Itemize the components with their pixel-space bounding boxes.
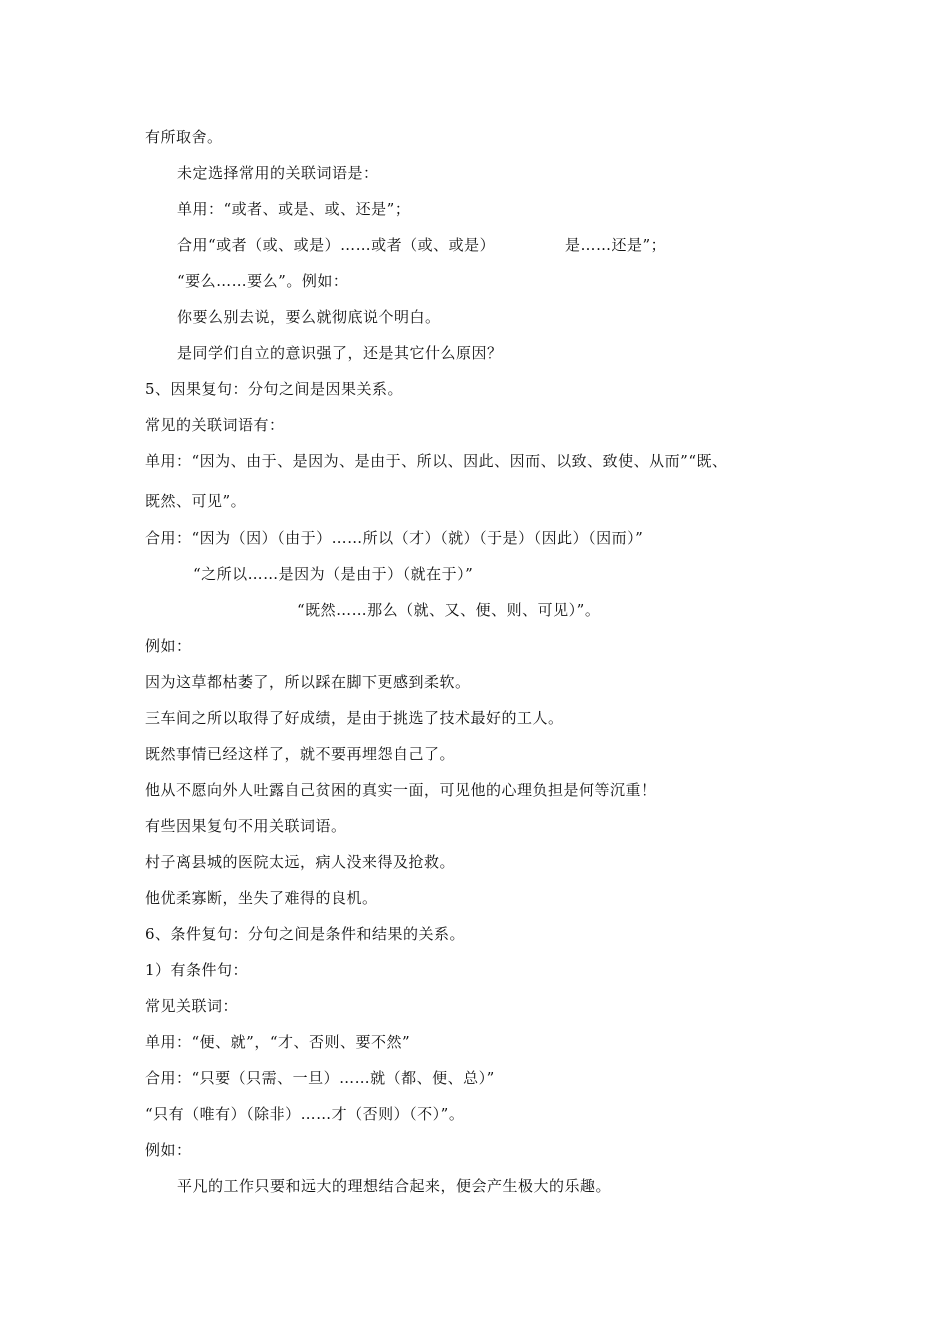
- text-line: 单用：“因为、由于、是因为、是由于、所以、因此、因而、以致、致使、从而”“既、: [145, 452, 728, 470]
- text-line: 例如：: [145, 637, 192, 655]
- text-line: 他优柔寡断，坐失了难得的良机。: [145, 889, 378, 907]
- text-line: 既然、可见”。: [145, 492, 247, 510]
- text-line: 合用：“只要（只需、一旦）……就（都、便、总）”: [145, 1069, 495, 1087]
- text-line: 三车间之所以取得了好成绩，是由于挑选了技术最好的工人。: [145, 709, 564, 727]
- text-line: 平凡的工作只要和远大的理想结合起来，便会产生极大的乐趣。: [177, 1177, 612, 1195]
- text-line: 既然事情已经这样了，就不要再埋怨自己了。: [145, 745, 456, 763]
- section-heading: 6、条件复句：分句之间是条件和结果的关系。: [145, 925, 466, 943]
- text-line: 你要么别去说，要么就彻底说个明白。: [177, 308, 441, 326]
- text-line: 有些因果复句不用关联词语。: [145, 817, 347, 835]
- text-line: “要么……要么”。例如：: [177, 272, 349, 290]
- text-line: “只有（唯有）（除非）……才（否则）（不）”。: [145, 1105, 465, 1123]
- section-heading: 5、因果复句：分句之间是因果关系。: [145, 380, 404, 398]
- text-line: 常见关联词：: [145, 997, 239, 1015]
- text-line: “既然……那么（就、又、便、则、可见）”。: [297, 601, 601, 619]
- text-line: 是……还是”；: [565, 236, 667, 254]
- text-line: 村子离县城的医院太远，病人没来得及抢救。: [145, 853, 456, 871]
- text-line: 因为这草都枯萎了，所以踩在脚下更感到柔软。: [145, 673, 471, 691]
- text-line: 单用：“或者、或是、或、还是”；: [177, 200, 411, 218]
- text-line: 未定选择常用的关联词语是：: [177, 164, 379, 182]
- text-line: 例如：: [145, 1141, 192, 1159]
- text-line: 他从不愿向外人吐露自己贫困的真实一面，可见他的心理负担是何等沉重！: [145, 781, 657, 799]
- text-line: 单用：“便、就”，“才、否则、要不然”: [145, 1033, 411, 1051]
- text-line: 常见的关联词语有：: [145, 416, 285, 434]
- text-line: 合用：“因为（因）（由于）……所以（才）（就）（于是）（因此）（因而）”: [145, 529, 644, 547]
- text-line: 有所取舍。: [145, 128, 223, 146]
- subsection-heading: 1）有条件句：: [145, 961, 249, 979]
- text-line: “之所以……是因为（是由于）（就在于）”: [193, 565, 474, 583]
- text-line: 是同学们自立的意识强了，还是其它什么原因？: [177, 344, 503, 362]
- text-line: 合用“或者（或、或是）……或者（或、或是）: [177, 236, 496, 254]
